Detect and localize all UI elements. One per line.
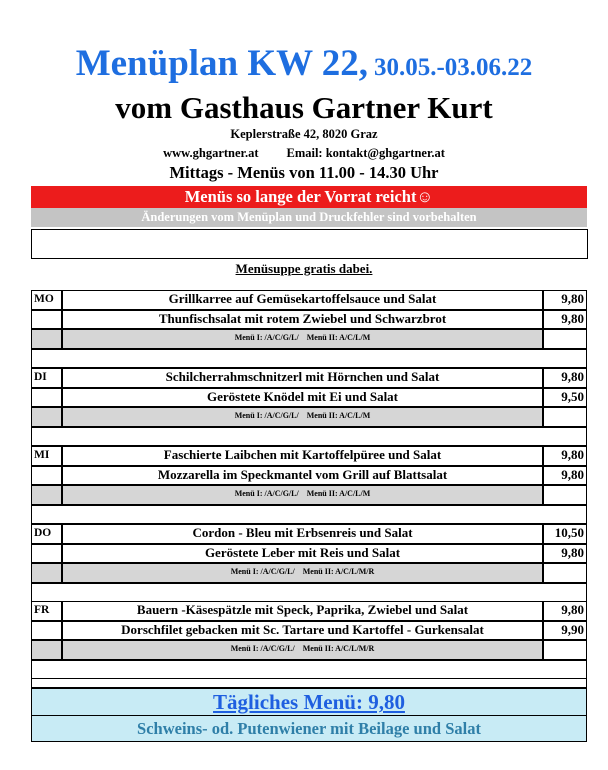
day-label: MO [31,290,62,310]
dish-name: Grillkarree auf Gemüsekartoffelsauce und Salat [62,290,543,310]
email-link[interactable]: Email: kontakt@ghgartner.at [286,146,445,160]
dish-name: Schilcherrahmschnitzerl mit Hörnchen und Salat [62,368,543,388]
spacer-row [31,660,587,688]
empty-notice-box [31,229,588,259]
spacer-row [31,427,587,447]
restaurant-name: vom Gasthaus Gartner Kurt [115,90,493,125]
day-label: MI [31,446,62,466]
shaded-cell [31,640,62,660]
dish-price: 9,80 [543,446,587,466]
dish-name: Bauern -Käsespätzle mit Speck, Paprika, Zwiebel und Salat [62,601,543,621]
empty-price-cell [543,407,587,427]
dish-price: 9,80 [543,544,587,564]
dish-name: Geröstete Knödel mit Ei und Salat [62,388,543,408]
dish-price: 9,80 [543,466,587,486]
website-link[interactable]: www.ghgartner.at [163,146,259,160]
allergens-menu-1: Menü I: /A/C/G/L/ [230,644,295,653]
opening-hours: Mittags - Menüs von 11.00 - 14.30 Uhr [169,163,439,182]
dish-price: 9,80 [543,290,587,310]
allergens-menu-1: Menü I: /A/C/G/L/ [230,567,295,576]
menu-title-week: Menüplan KW 22, [75,43,368,84]
day-cell-empty [31,388,62,408]
shaded-cell [31,563,62,583]
allergens-menu-1: Menü I: /A/C/G/L/ [234,411,299,420]
day-label: DO [31,524,62,544]
day-cell-empty [31,310,62,330]
dish-price: 9,80 [543,368,587,388]
contact-line [0,146,608,161]
allergen-info [62,407,543,427]
day-label: FR [31,601,62,621]
dish-name: Faschierte Laibchen mit Kartoffelpüree und Salat [62,446,543,466]
allergens-menu-2: Menü II: A/C/L/M [306,411,371,420]
day-cell-empty [31,544,62,564]
soup-note: Menüsuppe gratis dabei. [235,261,373,276]
dish-name: Geröstete Leber mit Reis und Salat [62,544,543,564]
daily-menu-dish: Schweins- od. Putenwiener mit Beilage und Salat [31,716,587,742]
shaded-cell [31,407,62,427]
restaurant-address: Keplerstraße 42, 8020 Graz [230,127,378,141]
allergen-info [62,640,543,660]
dish-price: 9,80 [543,601,587,621]
allergens-menu-2: Menü II: A/C/L/M/R [302,644,375,653]
dish-name: Cordon - Bleu mit Erbsenreis und Salat [62,524,543,544]
spacer-row [31,505,587,525]
allergens-menu-2: Menü II: A/C/L/M [306,333,371,342]
dish-name: Mozzarella im Speckmantel vom Grill auf Blattsalat [62,466,543,486]
empty-price-cell [543,563,587,583]
day-label: DI [31,368,62,388]
allergen-info [62,329,543,349]
menu-title [0,42,608,85]
dish-name: Thunfischsalat mit rotem Zwiebel und Schwarzbrot [62,310,543,330]
empty-price-cell [543,329,587,349]
allergens-menu-2: Menü II: A/C/L/M/R [302,567,375,576]
dish-price: 9,80 [543,310,587,330]
disclaimer-banner: Änderungen vom Menüplan und Druckfehler sind vorbehalten [31,208,587,227]
allergens-menu-1: Menü I: /A/C/G/L/ [234,333,299,342]
dish-price: 9,50 [543,388,587,408]
shaded-cell [31,329,62,349]
spacer-row [31,349,587,369]
spacer-row [31,583,587,603]
allergen-info [62,485,543,505]
allergens-menu-2: Menü II: A/C/L/M [306,489,371,498]
dish-price: 9,90 [543,621,587,641]
allergens-menu-1: Menü I: /A/C/G/L/ [234,489,299,498]
empty-price-cell [543,485,587,505]
empty-price-cell [543,640,587,660]
daily-menu-title: Tägliches Menü: 9,80 [31,688,587,716]
dish-name: Dorschfilet gebacken mit Sc. Tartare und Kartoffel - Gurkensalat [62,621,543,641]
dish-price: 10,50 [543,524,587,544]
menu-title-dates: 30.05.-03.06.22 [373,54,533,81]
day-cell-empty [31,466,62,486]
day-cell-empty [31,621,62,641]
availability-banner: Menüs so lange der Vorrat reicht☺ [31,186,587,208]
shaded-cell [31,485,62,505]
allergen-info [62,563,543,583]
